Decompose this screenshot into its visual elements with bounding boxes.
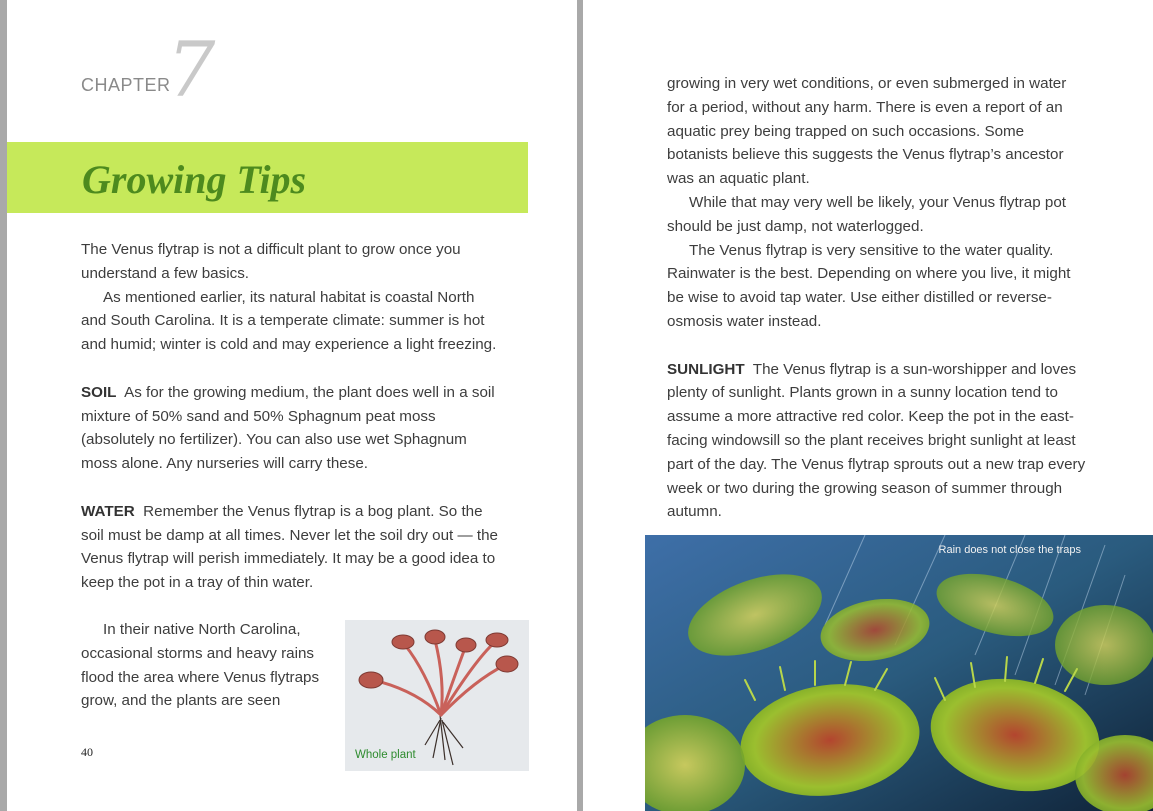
whole-plant-photo bbox=[345, 620, 529, 771]
soil-paragraph bbox=[81, 381, 501, 476]
title-band bbox=[7, 142, 528, 213]
native-paragraph: In their native North Carolina, occasional storms and heavy rains flood the area where Venus flytraps grow, and the plants are seen bbox=[81, 621, 320, 710]
left-page bbox=[7, 0, 577, 811]
damp-paragraph: While that may very well be likely, your Venus flytrap pot should be just damp, not waterlogged. bbox=[667, 193, 1067, 235]
right-page bbox=[583, 0, 1153, 811]
water-paragraph bbox=[81, 500, 501, 595]
soil-heading: SOIL bbox=[81, 383, 117, 401]
left-body-text-narrow bbox=[81, 618, 336, 713]
sunlight-paragraph bbox=[667, 358, 1087, 525]
intro-paragraph: The Venus flytrap is not a difficult plant to grow once you understand a few basics. bbox=[81, 241, 461, 282]
left-body-text bbox=[81, 238, 501, 595]
water-quality-paragraph: The Venus flytrap is very sensitive to the water quality. Rainwater is the best. Depending on where you live, it might be wise to avoid tap water. Use either distilled or reverse-osmosis water instead. bbox=[667, 241, 1071, 330]
chapter-label: CHAPTER bbox=[81, 75, 171, 95]
chapter-title: Growing Tips bbox=[82, 157, 307, 202]
rain-traps-photo bbox=[645, 535, 1153, 811]
habitat-paragraph: As mentioned earlier, its natural habitat is coastal North and South Carolina. It is a temperate climate: summer is hot and humid; winter is cold and may experience a light freezing. bbox=[81, 288, 497, 354]
sunlight-text: The Venus flytrap is a sun-worshipper and loves plenty of sunlight. Plants grown in a sunny location tend to assume a more attractive red color. Keep the pot in the east-facing windowsill so the plant receives bright sunlight at least part of the day. The Venus flytrap sprouts out a new trap every week or two during the growing season of summer through autumn. bbox=[667, 360, 1086, 521]
water-heading: WATER bbox=[81, 502, 135, 520]
submerged-paragraph: growing in very wet conditions, or even submerged in water for a period, without any harm. There is even a report of an aquatic prey being trapped on such occasions. Some botanists believe this suggests the Venus flytrap’s ancestor was an aquatic plant. bbox=[667, 75, 1067, 188]
whole-plant-caption: Whole plant bbox=[355, 749, 416, 761]
chapter-number: 7 bbox=[167, 25, 216, 114]
flytrap-rain-illustration bbox=[645, 535, 1153, 811]
sunlight-heading: SUNLIGHT bbox=[667, 360, 745, 378]
water-text: Remember the Venus flytrap is a bog plant. So the soil must be damp at all times. Never let the soil dry out — the Venus flytrap will perish immediately. It may be a good idea to keep the pot in a tray of thin water. bbox=[81, 502, 498, 592]
right-body-text bbox=[667, 72, 1087, 524]
rain-caption: Rain does not close the traps bbox=[938, 544, 1081, 556]
page-number: 40 bbox=[81, 745, 93, 759]
soil-text: As for the growing medium, the plant does well in a soil mixture of 50% sand and 50% Sphagnum peat moss (absolutely no fertilizer). You can also use wet Sphagnum moss alone. Any nurseries will carry these. bbox=[81, 383, 495, 473]
